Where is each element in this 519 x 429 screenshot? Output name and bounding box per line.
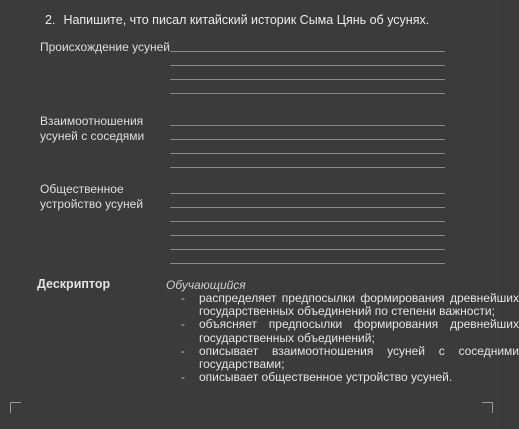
field-label-origin: Происхождение усуней: [40, 40, 170, 54]
answer-line[interactable]: [170, 38, 445, 52]
answer-lines-social-structure: [170, 180, 445, 264]
field-label-social-structure: Общественное устройство усуней: [40, 182, 144, 211]
criteria-item: [180, 343, 519, 372]
answer-lines-relations: [170, 112, 445, 168]
answer-line[interactable]: [170, 80, 445, 94]
answer-line[interactable]: [170, 208, 445, 222]
field-label-relations: Взаимоотношения усуней с соседями: [40, 114, 145, 143]
criteria-item: [180, 317, 519, 345]
answer-line[interactable]: [170, 52, 445, 66]
criteria-item: [180, 291, 519, 319]
dash-bullet: -: [181, 291, 185, 305]
crop-mark-bottom-right: [482, 402, 493, 413]
dash-bullet: -: [181, 370, 185, 385]
answer-line[interactable]: [170, 140, 445, 154]
crop-mark-bottom-left: [10, 402, 21, 413]
criteria-text: объясняет предпосылки формирования древнейших государственных объединений;: [199, 317, 519, 345]
answer-lines-origin: [170, 38, 445, 94]
criteria-item: [180, 371, 484, 384]
criteria-text: описывает общественное устройство усуней.: [199, 370, 453, 385]
criteria-text: описывает взаимоотношения усуней с соседними государствами;: [199, 343, 519, 372]
answer-line[interactable]: [170, 222, 445, 236]
criteria-text: распределяет предпосылки формирования древнейших государственных объединений по степени важности;: [199, 291, 519, 319]
question-number: 2.: [45, 13, 56, 27]
answer-line[interactable]: [170, 126, 445, 140]
learner-label: Обучающийся: [166, 278, 246, 292]
dash-bullet: -: [181, 343, 185, 358]
question-heading: [45, 13, 429, 27]
question-text: Напишите, что писал китайский историк Сыма Цянь об усунях.: [63, 13, 430, 27]
dash-bullet: -: [181, 317, 185, 332]
criteria-list: [180, 291, 519, 385]
answer-line[interactable]: [170, 194, 445, 208]
answer-line[interactable]: [170, 112, 445, 126]
answer-line[interactable]: [170, 236, 445, 250]
answer-line[interactable]: [170, 180, 445, 194]
descriptor-title: Дескриптор: [37, 277, 111, 291]
answer-line[interactable]: [170, 250, 445, 264]
answer-line[interactable]: [170, 66, 445, 80]
answer-line[interactable]: [170, 154, 445, 168]
